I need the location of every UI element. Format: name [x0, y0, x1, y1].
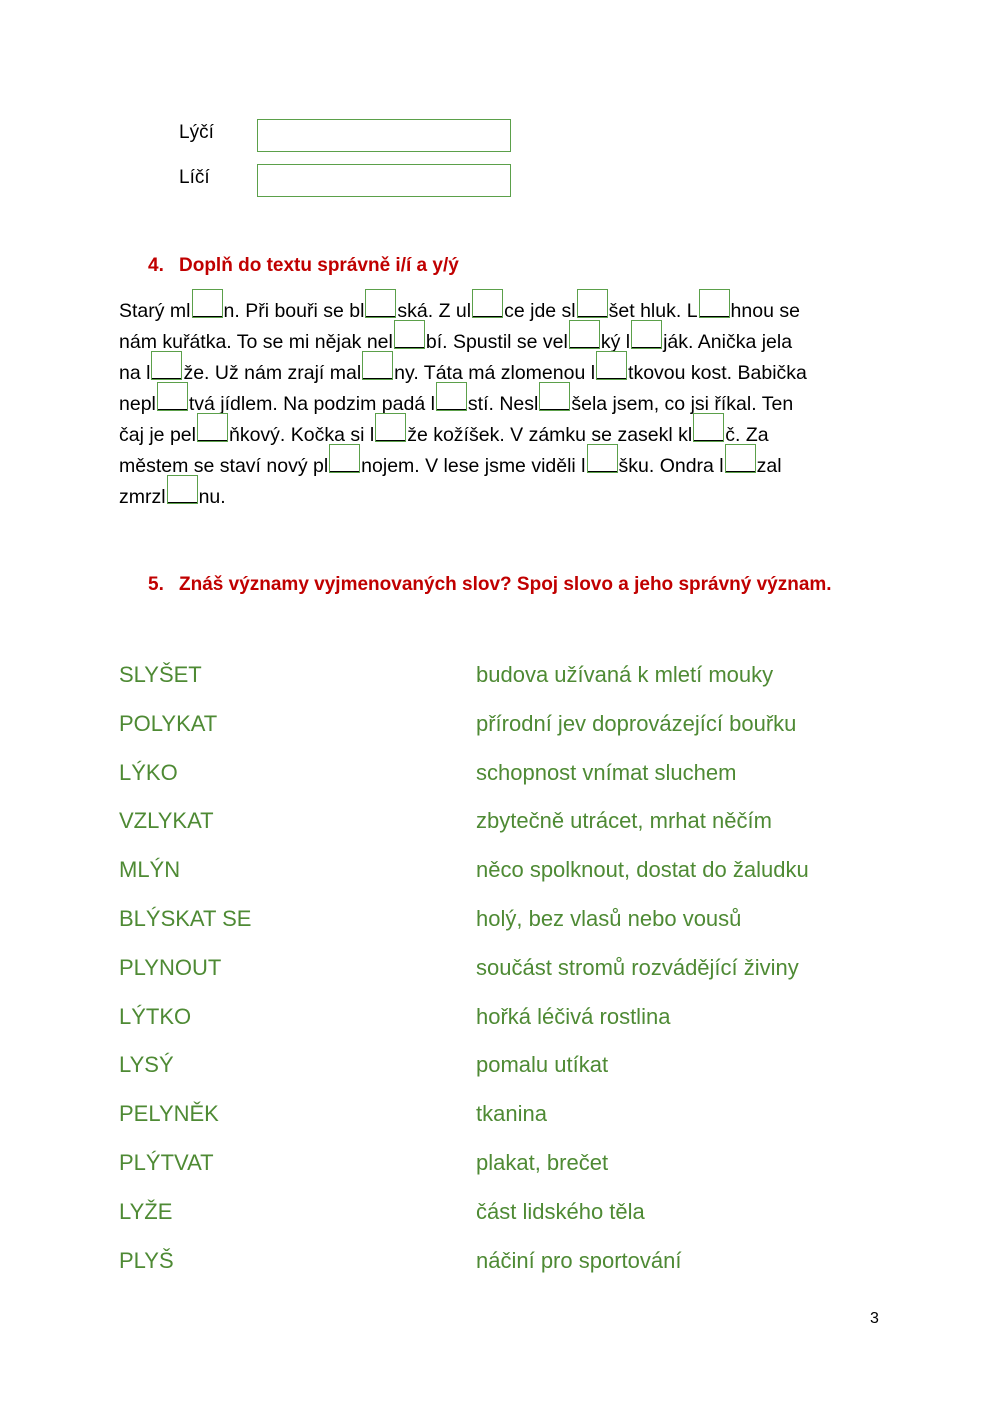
gap-box[interactable] — [472, 289, 503, 318]
paragraph-text: bí. Spustil se vel — [425, 331, 568, 353]
match-meaning[interactable]: pomalu utíkat — [476, 1052, 609, 1078]
gap-box[interactable] — [192, 289, 223, 318]
gap-box[interactable] — [699, 289, 730, 318]
paragraph-text: tvá jídlem. Na podzim padá l — [188, 393, 435, 415]
match-word[interactable]: LÝTKO — [119, 1003, 192, 1029]
letter-gap-input[interactable] — [693, 422, 724, 441]
page-number: 3 — [870, 1310, 879, 1327]
paragraph-line — [119, 420, 879, 451]
paragraph-line — [119, 327, 879, 358]
paragraph-text: ce jde sl — [504, 300, 576, 322]
match-word[interactable]: PELYNĚK — [119, 1101, 219, 1127]
match-word[interactable]: LYŽE — [119, 1198, 173, 1224]
paragraph-text: nepl — [119, 393, 156, 415]
paragraph-text: Starý ml — [119, 300, 191, 322]
letter-gap-input[interactable] — [436, 391, 467, 410]
letter-gap-input[interactable] — [167, 484, 198, 503]
letter-gap-input[interactable] — [596, 360, 627, 379]
fill-in-paragraph — [119, 296, 879, 513]
paragraph-text: ňkový. Kočka si l — [228, 424, 375, 446]
match-word[interactable]: POLYKAT — [119, 710, 218, 736]
gap-box[interactable] — [539, 382, 570, 411]
match-meaning[interactable]: budova užívaná k mletí mouky — [476, 662, 774, 687]
paragraph-text: nám kuřátka. To se mi nějak nel — [119, 331, 393, 353]
gap-box[interactable] — [329, 444, 360, 473]
task5-heading — [148, 574, 832, 596]
gap-box[interactable] — [375, 413, 406, 442]
match-meaning[interactable]: hořká léčivá rostlina — [476, 1003, 671, 1029]
task5-title: Znáš významy vyjmenovaných slov? Spoj slovo a jeho správný význam. — [179, 574, 832, 595]
gap-box[interactable] — [436, 382, 467, 411]
letter-gap-input[interactable] — [577, 298, 608, 317]
gap-box[interactable] — [569, 320, 600, 349]
match-word[interactable]: VZLYKAT — [119, 808, 214, 834]
paragraph-text: čaj je pel — [119, 424, 196, 446]
paragraph-text: že kožíšek. V zámku se zasekl kl — [407, 424, 693, 446]
letter-gap-input[interactable] — [375, 422, 406, 441]
match-word[interactable]: MLÝN — [119, 857, 181, 883]
task4-heading — [148, 255, 459, 277]
gap-box[interactable] — [197, 413, 228, 442]
letter-gap-input[interactable] — [394, 329, 425, 348]
letter-gap-input[interactable] — [539, 391, 570, 410]
match-meaning[interactable]: tkanina — [476, 1101, 547, 1127]
letter-gap-input[interactable] — [197, 422, 228, 441]
paragraph-text: ký l — [600, 331, 631, 353]
paragraph-text: zmrzl — [119, 486, 166, 508]
gap-box[interactable] — [725, 444, 756, 473]
match-meaning[interactable]: něco spolknout, dostat do žaludku — [476, 857, 809, 883]
match-word[interactable]: PLÝTVAT — [119, 1150, 214, 1175]
match-word[interactable]: PLYŠ — [119, 1247, 174, 1273]
paragraph-text: na l — [119, 362, 151, 384]
letter-gap-input[interactable] — [151, 360, 182, 379]
letter-gap-input[interactable] — [192, 298, 223, 317]
gap-box[interactable] — [394, 320, 425, 349]
paragraph-text: městem se staví nový pl — [119, 455, 329, 477]
paragraph-text: č. Za — [725, 424, 769, 446]
paragraph-line — [119, 451, 879, 482]
gap-box[interactable] — [577, 289, 608, 318]
match-meaning[interactable]: schopnost vnímat sluchem — [476, 759, 737, 785]
paragraph-text: zal — [756, 455, 782, 477]
letter-gap-input[interactable] — [587, 453, 618, 472]
match-meaning[interactable]: náčiní pro sportování — [476, 1247, 682, 1273]
answer-label: Líčí — [179, 167, 210, 188]
paragraph-text: tkovou kost. Babička — [628, 362, 807, 384]
gap-box[interactable] — [631, 320, 662, 349]
gap-box[interactable] — [365, 289, 396, 318]
paragraph-text: n. Při bouři se bl — [223, 300, 365, 322]
paragraph-line — [119, 482, 879, 513]
letter-gap-input[interactable] — [631, 329, 662, 348]
paragraph-text: nojem. V lese jsme viděli l — [361, 455, 586, 477]
paragraph-text: ská. Z ul — [397, 300, 472, 322]
paragraph-text: hnou se — [730, 300, 800, 322]
letter-gap-input[interactable] — [472, 298, 503, 317]
paragraph-text: že. Už nám zrají mal — [183, 362, 362, 384]
gap-box[interactable] — [167, 475, 198, 504]
match-word[interactable]: PLYNOUT — [119, 954, 222, 980]
letter-gap-input[interactable] — [569, 329, 600, 348]
task4-number: 4. — [148, 255, 164, 276]
letter-gap-input[interactable] — [699, 298, 730, 317]
paragraph-text: šela jsem, co jsi říkal. Ten — [571, 393, 794, 415]
answer-label: Lýčí — [179, 122, 214, 143]
match-word[interactable]: SLYŠET — [119, 662, 202, 687]
letter-gap-input[interactable] — [362, 360, 393, 379]
gap-box[interactable] — [151, 351, 182, 380]
gap-box[interactable] — [596, 351, 627, 380]
letter-gap-input[interactable] — [157, 391, 188, 410]
match-word[interactable]: BLÝSKAT SE — [119, 906, 252, 931]
letter-gap-input[interactable] — [725, 453, 756, 472]
task4-title: Doplň do textu správně i/í a y/ý — [179, 255, 459, 276]
match-meaning[interactable]: část lidského těla — [476, 1198, 645, 1224]
paragraph-line — [119, 358, 879, 389]
gap-box[interactable] — [693, 413, 724, 442]
match-meaning[interactable]: součást stromů rozvádějící živiny — [476, 954, 799, 980]
gap-box[interactable] — [157, 382, 188, 411]
paragraph-text: šku. Ondra l — [618, 455, 724, 477]
task5-number: 5. — [148, 574, 164, 595]
paragraph-text: stí. Nesl — [467, 393, 539, 415]
paragraph-text: šet hluk. L — [608, 300, 698, 322]
match-meaning[interactable]: zbytečně utrácet, mrhat něčím — [476, 808, 772, 834]
match-word[interactable]: LYSÝ — [119, 1052, 174, 1078]
answer-input[interactable] — [257, 119, 511, 152]
letter-gap-input[interactable] — [329, 453, 360, 472]
letter-gap-input[interactable] — [365, 298, 396, 317]
paragraph-text: ny. Táta má zlomenou l — [394, 362, 596, 384]
match-meaning[interactable]: přírodní jev doprovázející bouřku — [476, 710, 797, 736]
match-word[interactable]: LÝKO — [119, 759, 178, 785]
answer-input[interactable] — [257, 164, 511, 197]
match-meaning[interactable]: holý, bez vlasů nebo vousů — [476, 906, 742, 931]
match-meaning[interactable]: plakat, brečet — [476, 1150, 609, 1175]
paragraph-text: nu. — [198, 486, 226, 508]
paragraph-text: ják. Anička jela — [663, 331, 793, 353]
gap-box[interactable] — [587, 444, 618, 473]
paragraph-line — [119, 296, 879, 327]
paragraph-line — [119, 389, 879, 420]
gap-box[interactable] — [362, 351, 393, 380]
